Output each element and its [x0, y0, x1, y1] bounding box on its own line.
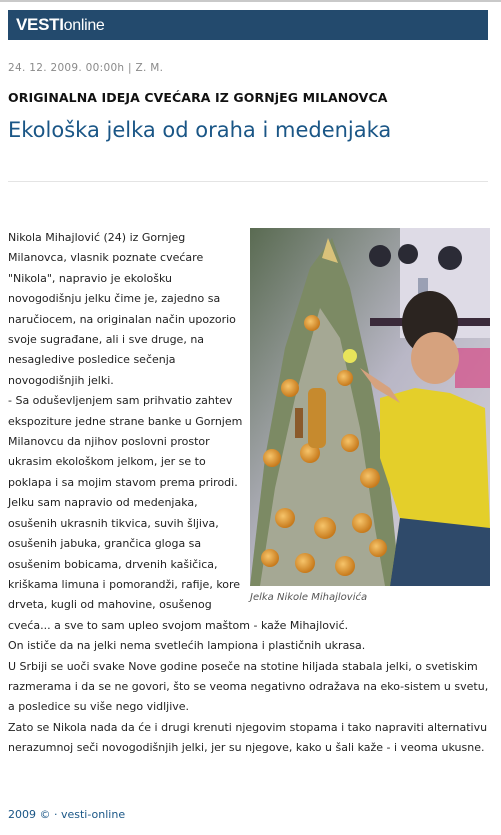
top-rule [0, 0, 501, 2]
paragraph: Zato se Nikola nada da će i drugi krenuti njegovim stopama i tako napraviti alternativu nerazumnoj seči novogodišnjih jelki, jer su njegove, kako u šali kaže - i veoma ukusne. [8, 720, 488, 755]
article-kicker: ORIGINALNA IDEJA CVEĆARA IZ GORNjEG MILANOVCA [8, 90, 388, 105]
paragraph: On ističe da na jelki nema svetlećih lampiona i plastičnih ukrasa. [8, 639, 366, 653]
article-figure [250, 228, 490, 608]
image-caption: Jelka Nikole Mihajlovića [250, 592, 368, 603]
paragraph: U Srbiji se uoči svake Nove godine poseče na stotine hiljada stabala jelki, o svetiskim razmerama i da se ne govori, što se veoma negativno odražava na eko-sistem u svetu, a posledice su više nego vidljive. [8, 659, 489, 714]
divider [8, 181, 488, 182]
logo-bold: VESTI [16, 15, 64, 34]
logo-regular: online [63, 17, 105, 34]
paragraph: - Sa oduševljenjem sam prihvatio zahtev ekspoziture jedne strane banke u Gornjem Milanovcu da njihov poslovni prostor ukrasim ekološkom jelkom, jer se to poklapa i sa mojim stavom prema prirodi. Jelku sam napravio od medenjaka, osušenih ukrasnih tikvica, suvih šljiva, osušenih jabuka, grančica gloga sa osušenim bobicama, drvenih kašičica, kriškama limuna i pomorandži, rafije, kore drveta, kugli od mahovine, osušenog cveća... a sve to sam upleo svojom maštom - kaže Mihajlović. [8, 394, 349, 632]
article-body [8, 228, 490, 759]
site-logo[interactable] [16, 15, 105, 35]
christmas-tree-photo [250, 228, 490, 586]
paragraph: Nikola Mihajlović (24) iz Gornjeg Milanovca, vlasnik poznate cvećare "Nikola", napravio je ekološku novogodišnju jelku čime je, zajedno sa naručiocem, na originalan način upozorio svoje sugrađane, ali i sve druge, na nesagledive posledice sečenja novogodišnjih jelki. [8, 231, 236, 387]
footer-copyright[interactable]: 2009 © · vesti-online [8, 808, 126, 821]
article-meta: 24. 12. 2009. 00:00h | Z. M. [8, 62, 164, 74]
article-headline: Ekološka jelka od oraha i medenjaka [8, 118, 392, 142]
header-banner [8, 10, 488, 40]
